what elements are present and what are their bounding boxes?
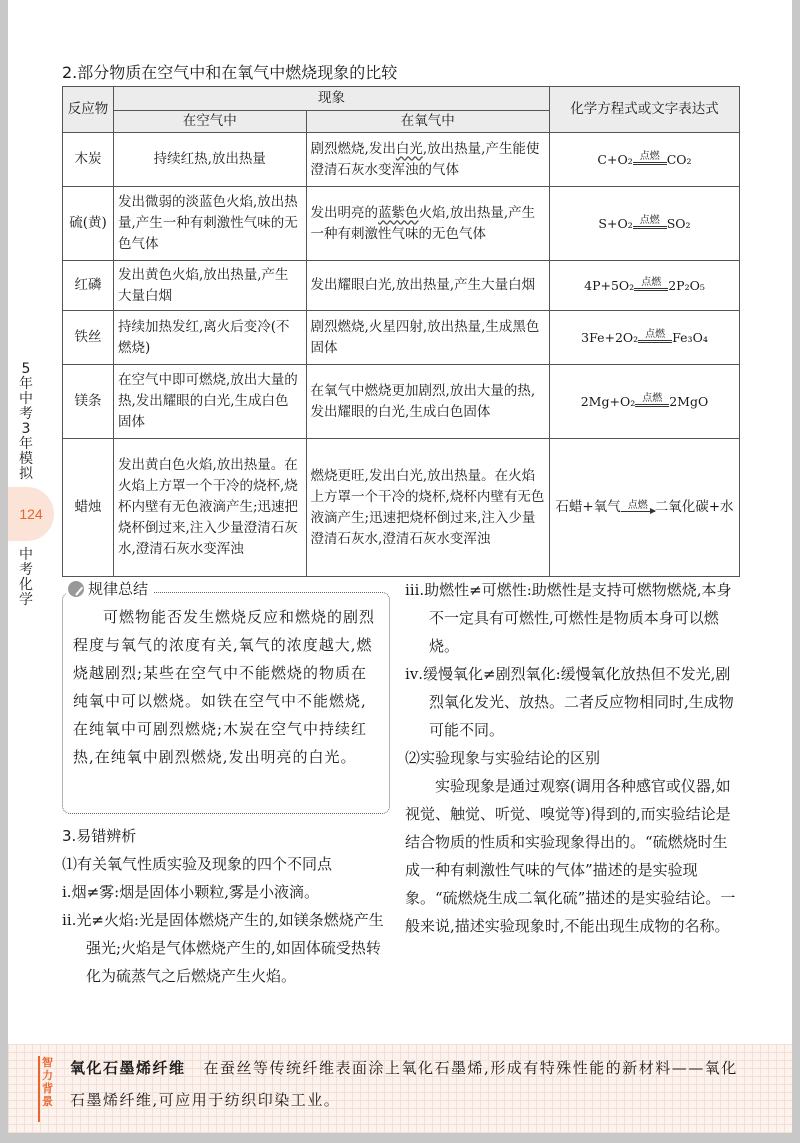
arrow-icon xyxy=(621,511,655,512)
char: 年 xyxy=(19,376,33,392)
summary-text: 可燃物能否发生燃烧反应和燃烧的剧烈程度与氧气的浓度有关,氧气的浓度越大,燃烧越剧烈;某些在空气中不能燃烧的物质在纯氧中可以燃烧。如铁在空气中不能燃烧,在纯氧中可剧烈燃烧;木炭在空气中持续红热,在纯氧中剧烈燃烧,发出明亮的白光。 xyxy=(73,608,376,766)
table-row xyxy=(63,133,740,187)
subject-vertical xyxy=(14,548,38,608)
char: 年 xyxy=(19,436,33,452)
condition: 点燃 xyxy=(642,393,663,404)
equation-right: CO₂ xyxy=(666,152,692,167)
equation-right: 2P₂O₅ xyxy=(668,278,705,293)
equation-right: Fe₃O₄ xyxy=(672,330,708,345)
text: 燃烧更旺,发出白光,放出热量。在火焰上方罩一个干冷的烧杯,烧杯内壁有无色液滴产生;迅速把烧杯倒过来,注入少量澄清石灰水,澄清石灰水变浑浊 xyxy=(310,467,545,547)
text: 发出明亮的 xyxy=(310,204,379,221)
errors-item-iii: ⅲ.助燃性≠可燃性:助燃性是支持可燃物燃烧,本身不一定具有可燃性,可燃性是物质本身可以燃烧。 xyxy=(405,581,732,655)
background-term: 氧化石墨烯纤维 xyxy=(70,1059,186,1077)
errors-p2: 实验现象是通过观察(调用各种感官或仪器,如视觉、触觉、听觉、嗅觉等)得到的,而实验结论是结合物质的性质和实验现象得出的。“硫燃烧时生成一种有刺激性气味的气体”描述的是实验现象。“硫燃烧生成二氧化硫”描述的是实验结论。一般来说,描述实验现象时,不能出现生成物的名称。 xyxy=(405,777,736,935)
errors-title: 3.易错辨析 xyxy=(62,827,137,845)
text: 火焰,放出热量,产生一种有刺激性气味的无色气体 xyxy=(310,204,536,242)
background-label: 智力背景 xyxy=(38,1056,54,1122)
air-cell: 在空气中即可燃烧,放出大量的热,发出耀眼的白光,生成白色固体 xyxy=(113,365,306,439)
table-row xyxy=(63,439,740,577)
char: 中 xyxy=(19,547,33,563)
errors-item-iv: ⅳ.缓慢氧化≠剧烈氧化:缓慢氧化放热但不发光,剧烈氧化发光、放热。二者反应物相同时,生成物可能不同。 xyxy=(405,665,734,739)
reactant-cell: 红磷 xyxy=(63,261,114,311)
oxygen-cell xyxy=(306,261,549,311)
air-cell: 发出微弱的淡蓝色火焰,放出热量,产生一种有刺激性气味的无色气体 xyxy=(113,187,306,261)
book-title-vertical xyxy=(14,362,38,482)
reactant-cell: 镁条 xyxy=(63,365,114,439)
equation-right: 2MgO xyxy=(669,394,709,409)
header-phenomenon: 现象 xyxy=(113,87,549,111)
errors-right xyxy=(405,576,740,940)
table-row xyxy=(63,311,740,365)
text: ,放出热量,产生能使澄清石灰水变浑浊的气体 xyxy=(310,140,540,178)
oxygen-cell xyxy=(306,439,549,577)
summary-title-text: 规律总结 xyxy=(88,580,149,598)
equation-left: 4P+5O₂ xyxy=(584,278,635,293)
errors-item-ii: ⅱ.光≠火焰:光是固体燃烧产生的,如镁条燃烧产生强光;火焰是气体燃烧产生的,如固体硫受热转化为硫蒸气之后燃烧产生火焰。 xyxy=(62,911,384,985)
air-cell: 持续加热发红,离火后变冷(不燃烧) xyxy=(113,311,306,365)
oxygen-cell xyxy=(306,133,549,187)
header-reactant: 反应物 xyxy=(63,87,114,133)
table-row xyxy=(63,261,740,311)
errors-item-i: ⅰ.烟≠雾:烟是固体小颗粒,雾是小液滴。 xyxy=(62,883,319,901)
char: 3 xyxy=(21,421,31,437)
equation-right: 二氧化碳+水 xyxy=(654,499,734,515)
pen-icon xyxy=(68,581,84,597)
equation-left: 石蜡+氧气 xyxy=(555,499,621,515)
reaction-arrow xyxy=(634,277,668,296)
table-row xyxy=(63,187,740,261)
header-air: 在空气中 xyxy=(113,111,306,133)
errors-sub1: ⑴有关氧气性质实验及现象的四个不同点 xyxy=(62,855,333,873)
reaction-arrow xyxy=(633,151,667,170)
reaction-arrow xyxy=(621,500,655,518)
equals-sign xyxy=(634,288,668,291)
equation-left: S+O₂ xyxy=(598,216,633,231)
equals-sign xyxy=(633,226,667,229)
emphasis: 白光 xyxy=(395,140,423,157)
errors-left xyxy=(62,822,392,990)
comparison-table xyxy=(62,86,740,577)
air-cell: 发出黄色火焰,放出热量,产生大量白烟 xyxy=(113,261,306,311)
reaction-arrow xyxy=(635,393,669,412)
equation-cell xyxy=(549,311,739,365)
condition: 点燃 xyxy=(627,500,648,511)
summary-title xyxy=(66,578,154,599)
oxygen-cell xyxy=(306,365,549,439)
text: 在氧气中燃烧更加剧烈,放出大量的热,发出耀眼的白光,生成白色固体 xyxy=(310,382,536,420)
char: 考 xyxy=(19,406,33,422)
background-text xyxy=(70,1052,750,1116)
reactant-cell: 蜡烛 xyxy=(63,439,114,577)
section-title: 2.部分物质在空气中和在氧气中燃烧现象的比较 xyxy=(62,63,398,82)
table-row xyxy=(63,365,740,439)
reaction-arrow xyxy=(638,329,672,348)
equation-cell xyxy=(549,187,739,261)
text: 剧烈燃烧,发出 xyxy=(310,140,396,157)
char: 拟 xyxy=(19,466,33,482)
equation-left: 3Fe+2O₂ xyxy=(581,330,639,345)
oxygen-cell xyxy=(306,187,549,261)
reaction-arrow xyxy=(633,215,667,234)
equation-cell xyxy=(549,261,739,311)
background-body: 在蚕丝等传统纤维表面涂上氧化石墨烯,形成有特殊性能的新材料——氧化石墨烯纤维,可应用于纺织印染工业。 xyxy=(70,1059,738,1109)
reactant-cell: 木炭 xyxy=(63,133,114,187)
equation-left: C+O₂ xyxy=(597,152,633,167)
page-number: 124 xyxy=(8,487,54,541)
text: 剧烈燃烧,火星四射,放出热量,生成黑色固体 xyxy=(310,318,540,356)
char: 学 xyxy=(19,592,33,608)
reactant-cell: 硫(黄) xyxy=(63,187,114,261)
text: 发出耀眼白光,放出热量,产生大量白烟 xyxy=(310,277,536,293)
char: 中 xyxy=(19,391,33,407)
emphasis: 蓝紫色 xyxy=(378,204,419,221)
oxygen-cell xyxy=(306,311,549,365)
equation-cell xyxy=(549,365,739,439)
condition: 点燃 xyxy=(639,215,660,226)
errors-sub2: ⑵实验现象与实验结论的区别 xyxy=(405,749,601,767)
equals-sign xyxy=(633,162,667,165)
char: 考 xyxy=(19,562,33,578)
char: 5 xyxy=(21,361,31,377)
equation-cell xyxy=(549,133,739,187)
reactant-cell: 铁丝 xyxy=(63,311,114,365)
equals-sign xyxy=(635,404,669,407)
header-oxygen: 在氧气中 xyxy=(306,111,549,133)
header-equation: 化学方程式或文字表达式 xyxy=(549,87,739,133)
air-cell: 发出黄白色火焰,放出热量。在火焰上方罩一个干冷的烧杯,烧杯内壁有无色液滴产生;迅速把烧杯倒过来,注入少量澄清石灰水,澄清石灰水变浑浊 xyxy=(113,439,306,577)
summary-box xyxy=(62,592,390,814)
equation-right: SO₂ xyxy=(666,216,691,231)
condition: 点燃 xyxy=(641,277,662,288)
char: 化 xyxy=(19,577,33,593)
equation-left: 2Mg+O₂ xyxy=(580,394,636,409)
condition: 点燃 xyxy=(639,151,660,162)
equals-sign xyxy=(638,340,672,343)
air-cell: 持续红热,放出热量 xyxy=(113,133,306,187)
equation-cell xyxy=(549,439,739,577)
condition: 点燃 xyxy=(645,329,666,340)
char: 模 xyxy=(19,451,33,467)
